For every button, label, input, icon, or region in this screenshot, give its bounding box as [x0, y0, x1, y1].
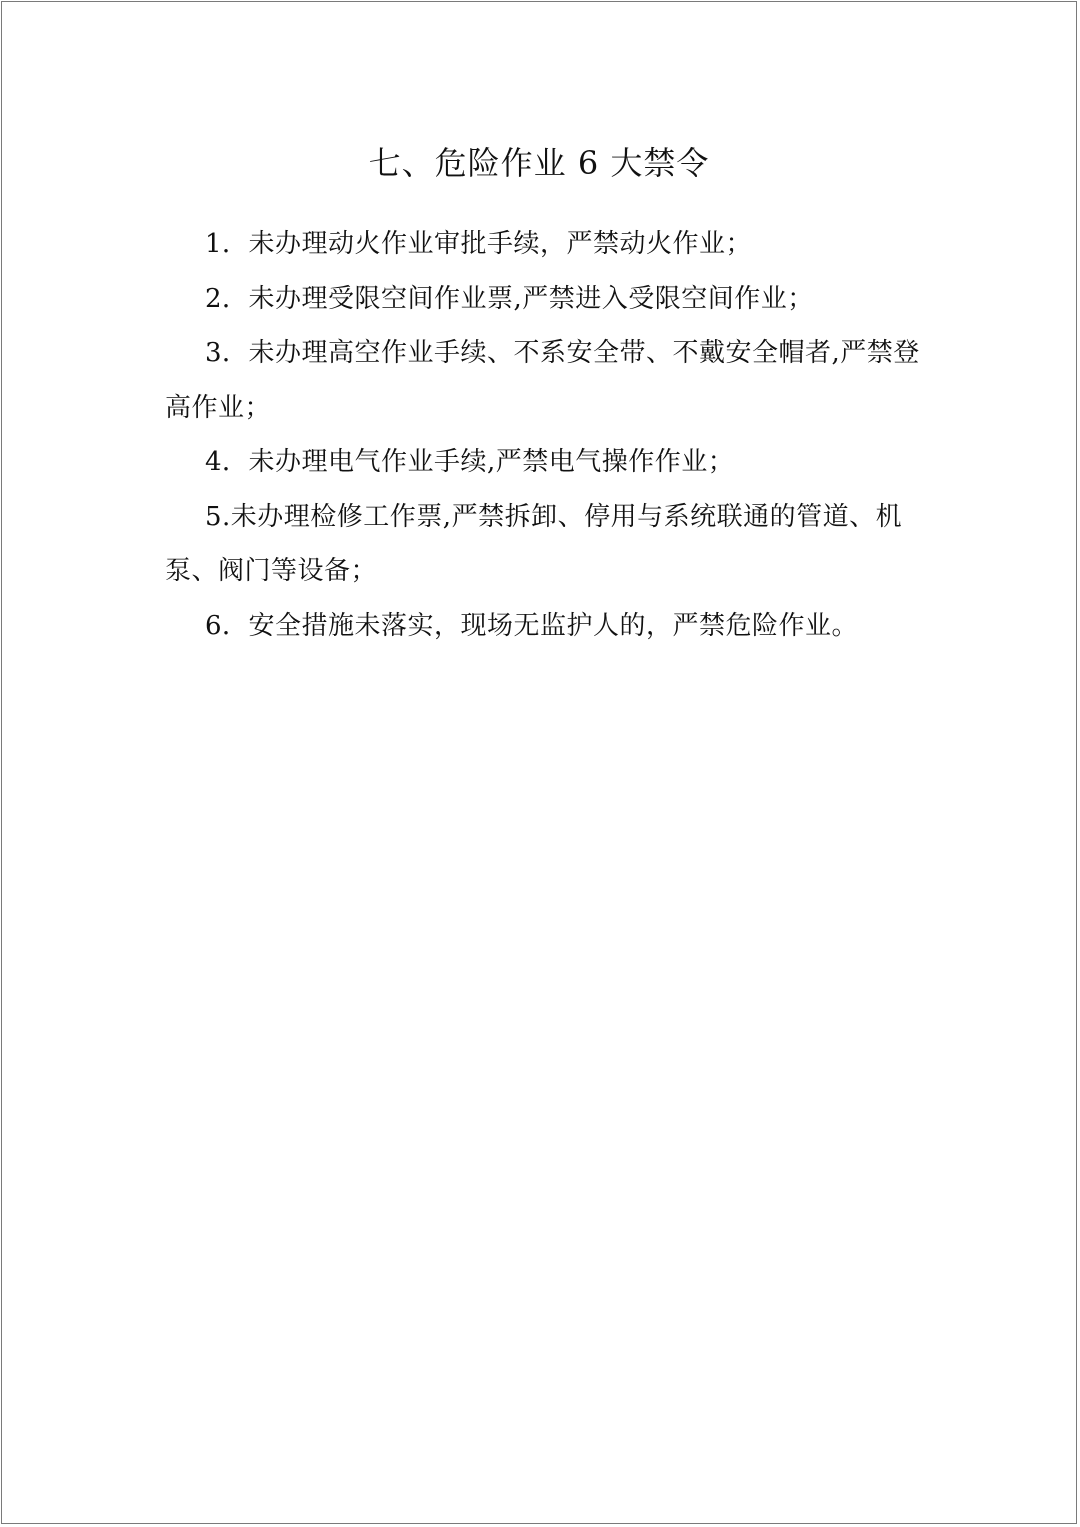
- list-item: 2．未办理受限空间作业票,严禁进入受限空间作业；: [205, 283, 814, 314]
- document-page: [1, 1, 1077, 1524]
- list-item: 6．安全措施未落实，现场无监护人的，严禁危险作业。: [205, 610, 859, 641]
- list-item: 3．未办理高空作业手续、不系安全带、不戴安全帽者,严禁登高作业；: [165, 338, 920, 423]
- page-title: 七、危险作业 6 大禁令: [368, 144, 710, 182]
- list-item: 4．未办理电气作业手续,严禁电气操作作业；: [205, 447, 735, 477]
- list-item: 1．未办理动火作业审批手续，严禁动火作业；: [205, 229, 753, 259]
- list-item: 5.未办理检修工作票,严禁拆卸、停用与系统联通的管道、机泵、阀门等设备；: [165, 501, 903, 586]
- document-body: [165, 217, 925, 653]
